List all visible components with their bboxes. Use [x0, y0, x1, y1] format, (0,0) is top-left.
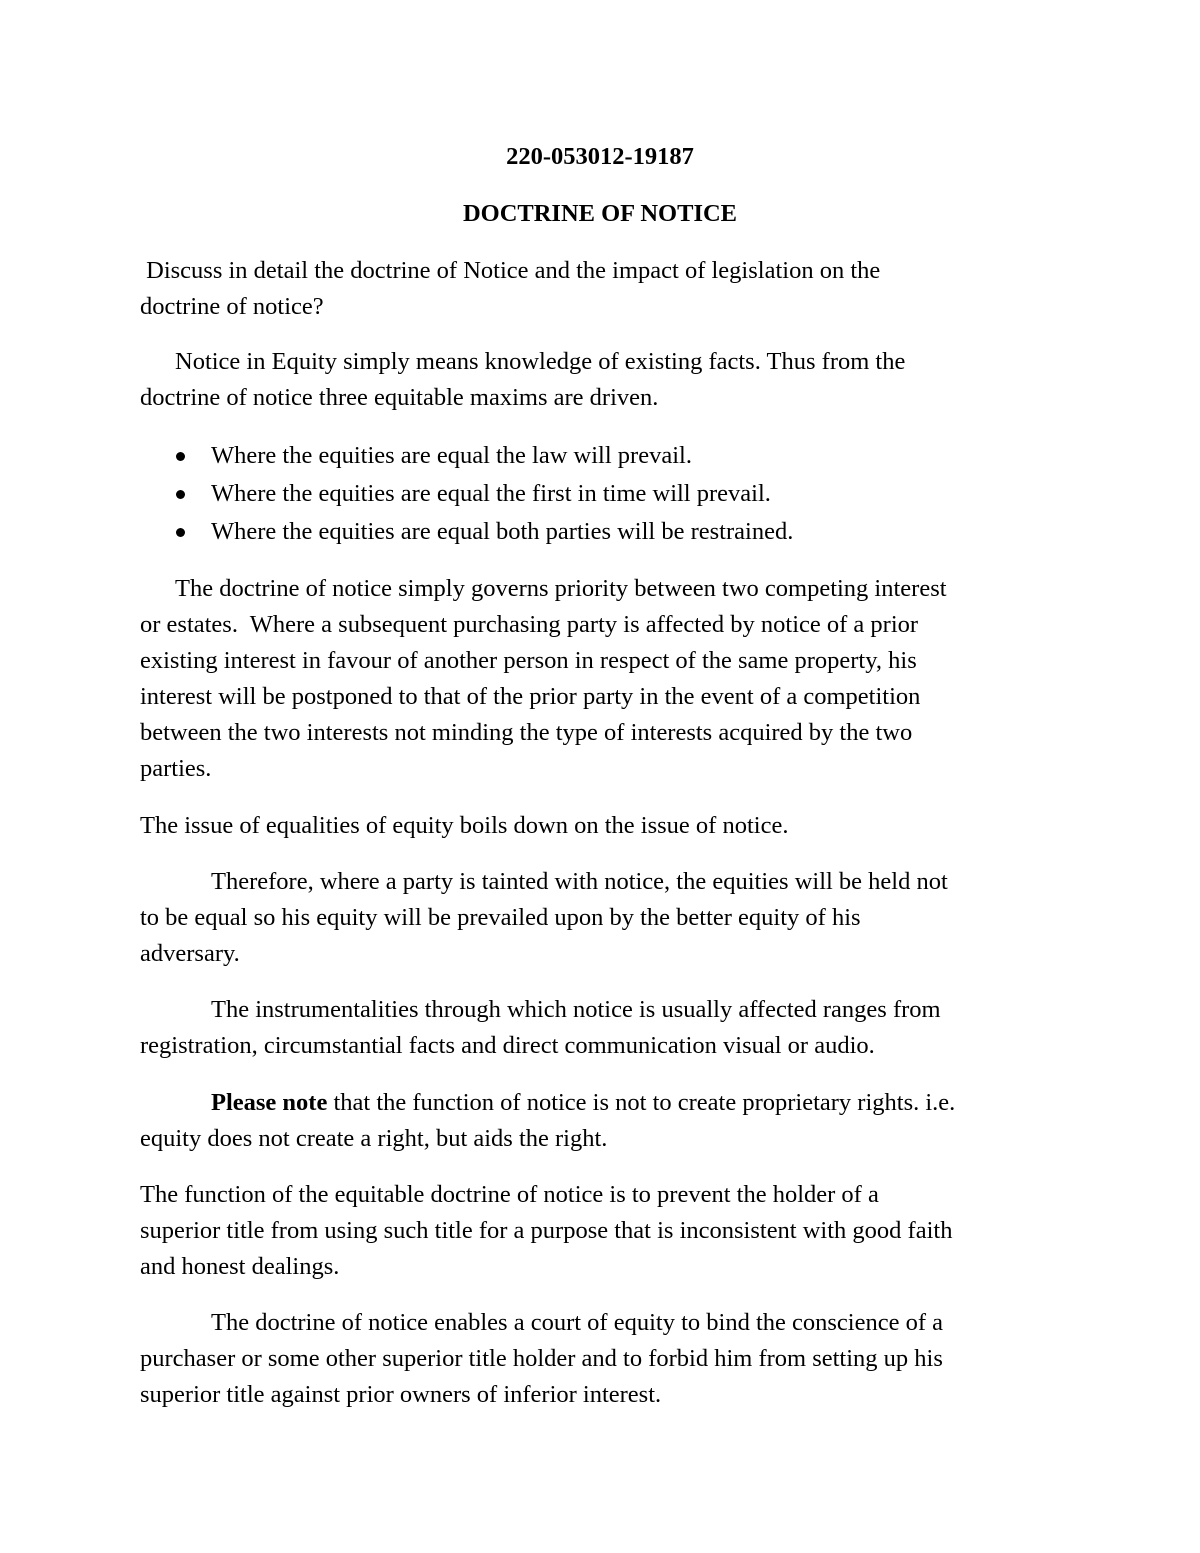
bullet-icon	[176, 528, 185, 537]
court-line-3: superior title against prior owners of inferior interest.	[140, 1381, 662, 1408]
maxim-item-2: Where the equities are equal the first in time will prevail.	[211, 480, 771, 507]
therefore-line-2: to be equal so his equity will be prevailed upon by the better equity of his	[140, 904, 861, 931]
priority-line-5: between the two interests not minding the type of interests acquired by the two	[140, 719, 913, 746]
intro-line-2: doctrine of notice three equitable maxims are driven.	[140, 384, 659, 411]
court-line-2: purchaser or some other superior title holder and to forbid him from setting up his	[140, 1345, 943, 1372]
intro-line-1: Notice in Equity simply means knowledge of existing facts. Thus from the	[175, 348, 906, 375]
bullet-icon	[176, 452, 185, 461]
maxim-item-3: Where the equities are equal both parties will be restrained.	[211, 518, 794, 545]
function-line-1: The function of the equitable doctrine of notice is to prevent the holder of a	[140, 1181, 879, 1208]
please-note-label: Please note	[211, 1089, 328, 1116]
document-code: 220-053012-19187	[506, 143, 694, 170]
priority-line-6: parties.	[140, 755, 212, 782]
priority-line-4: interest will be postponed to that of the prior party in the event of a competition	[140, 683, 921, 710]
question-line-2: doctrine of notice?	[140, 293, 324, 320]
please-note-line-2: equity does not create a right, but aids the right.	[140, 1125, 608, 1152]
priority-line-2: or estates. Where a subsequent purchasing party is affected by notice of a prior	[140, 611, 919, 638]
bullet-icon	[176, 490, 185, 499]
function-line-2: superior title from using such title for a purpose that is inconsistent with good faith	[140, 1217, 953, 1244]
therefore-line-3: adversary.	[140, 940, 240, 967]
maxim-item-1: Where the equities are equal the law will prevail.	[211, 442, 692, 469]
therefore-line-1: Therefore, where a party is tainted with notice, the equities will be held not	[211, 868, 948, 895]
priority-line-3: existing interest in favour of another person in respect of the same property, his	[140, 647, 917, 674]
instrumentalities-line-2: registration, circumstantial facts and direct communication visual or audio.	[140, 1032, 875, 1059]
question-line-1: Discuss in detail the doctrine of Notice and the impact of legislation on the	[140, 257, 881, 284]
document-title: DOCTRINE OF NOTICE	[462, 200, 738, 227]
instrumentalities-line-1: The instrumentalities through which notice is usually affected ranges from	[211, 996, 941, 1023]
please-note-text: that the function of notice is not to create proprietary rights. i.e.	[327, 1089, 956, 1116]
priority-line-1: The doctrine of notice simply governs priority between two competing interest	[175, 575, 947, 602]
court-line-1: The doctrine of notice enables a court of equity to bind the conscience of a	[211, 1309, 943, 1336]
equalities-line: The issue of equalities of equity boils down on the issue of notice.	[140, 812, 789, 839]
please-note-line-1	[211, 1088, 955, 1118]
function-line-3: and honest dealings.	[140, 1253, 340, 1280]
